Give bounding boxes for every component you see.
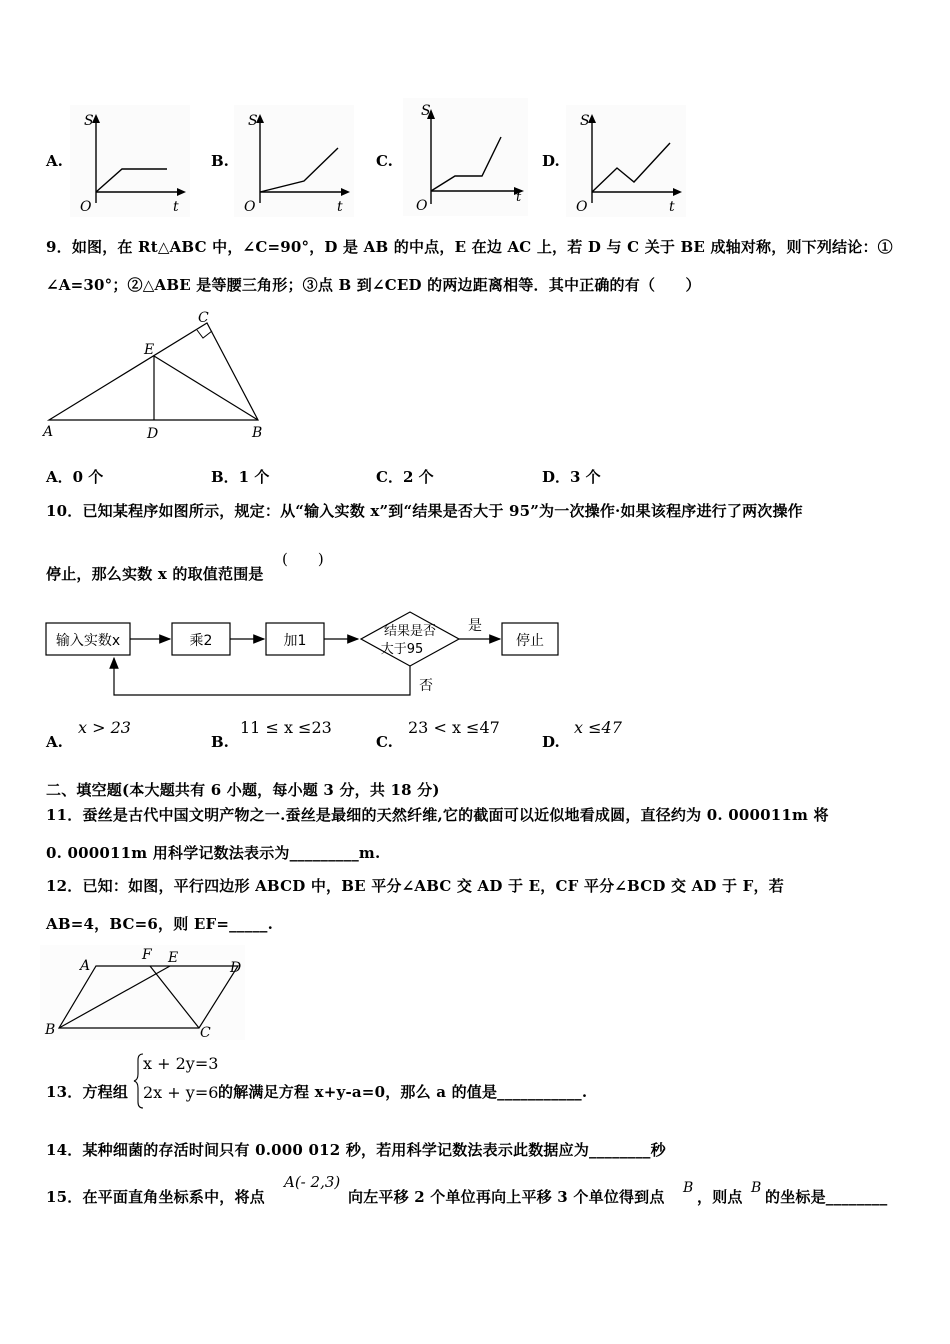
q9-label-a: A	[43, 424, 54, 440]
q10-text-line2: 停止，那么实数 x 的取值范围是	[46, 565, 264, 583]
q15-middle: 向左平移 2 个单位再向上平移 3 个单位得到点	[348, 1188, 665, 1206]
flow-condition-line1: 结果是否	[383, 624, 437, 639]
q8-a-o-label: O	[80, 199, 92, 215]
q15-point-b1: B	[683, 1180, 694, 1196]
q14-text: 14．某种细菌的存活时间只有 0.000 012 秒，若用科学记数法表示此数据应为________秒	[46, 1141, 666, 1159]
q8-b-t-label: t	[337, 199, 343, 215]
q12-label-a: A	[80, 958, 91, 974]
q10-option-b-letter: B.	[211, 733, 229, 751]
q8-d-t-label: t	[669, 199, 675, 215]
q12-parallelogram-figure	[40, 945, 245, 1040]
section2-heading: 二、填空题(本大题共有 6 小题，每小题 3 分，共 18 分)	[46, 781, 440, 799]
q8-graph-d	[566, 105, 686, 217]
q12-text-line2: AB=4，BC=6，则 EF=_____.	[46, 915, 274, 933]
q12-label-c: C	[200, 1025, 211, 1040]
q8-c-s-label: S	[421, 103, 431, 119]
q10-option-c-expr: 23 < x ≤47	[408, 718, 500, 737]
q8-a-t-label: t	[173, 199, 179, 215]
q10-option-d-letter: D.	[542, 733, 560, 751]
q10-flowchart	[44, 608, 564, 703]
flow-add-label: 加1	[283, 633, 307, 649]
flow-condition-line2: 大于95	[380, 642, 424, 657]
q15-point-b2: B	[751, 1180, 762, 1196]
q8-graph-c	[403, 98, 528, 216]
q12-text-line1: 12．已知：如图，平行四边形 ABCD 中，BE 平分∠ABC 交 AD 于 E，CF 平分∠BCD 交 AD 于 F，若	[46, 877, 784, 895]
q8-c-t-label: t	[516, 190, 522, 205]
q10-option-b-expr: 11 ≤ x ≤23	[240, 718, 332, 737]
q9-option-c: C．2 个	[376, 468, 434, 486]
q8-option-b-letter: B.	[211, 152, 229, 170]
q13-equation-2: 2x + y=6	[143, 1083, 219, 1102]
q9-option-d: D．3 个	[542, 468, 601, 486]
q15-point-a: A(- 2,3)	[284, 1173, 341, 1191]
q8-option-d-letter: D.	[542, 152, 560, 170]
q8-graph-b	[234, 105, 354, 217]
flow-stop-label: 停止	[516, 633, 544, 649]
q12-label-f: F	[142, 947, 152, 963]
q9-option-a: A．0 个	[46, 468, 104, 486]
q11-text-line2: 0. 000011m 用科学记数法表示为_________m.	[46, 844, 381, 862]
flow-no-label: 否	[419, 678, 433, 694]
q12-label-e: E	[168, 950, 179, 966]
q10-text-line1: 10．已知某程序如图所示，规定：从“输入实数 x”到“结果是否大于 95”为一次操作·如果该程序进行了两次操作	[46, 502, 803, 520]
q15-middle2: ，则点	[697, 1188, 743, 1206]
q9-label-c: C	[198, 310, 209, 326]
q9-label-e: E	[144, 342, 155, 358]
flow-condition-diamond	[361, 612, 459, 666]
q12-label-d: D	[230, 960, 242, 976]
q13-suffix: 的解满足方程 x+y-a=0，那么 a 的值是___________.	[218, 1083, 588, 1101]
q9-text-line1: 9．如图，在 Rt△ABC 中，∠C=90°，D 是 AB 的中点，E 在边 AC 上，若 D 与 C 关于 BE 成轴对称，则下列结论：①	[46, 238, 893, 256]
q15-suffix: 的坐标是________	[765, 1188, 888, 1206]
q9-label-b: B	[252, 425, 263, 441]
q8-d-s-label: S	[580, 113, 590, 129]
q8-c-o-label: O	[416, 198, 428, 214]
q9-label-d: D	[147, 426, 159, 442]
q10-option-d-expr: x ≤47	[574, 718, 622, 737]
flow-multiply-label: 乘2	[189, 633, 213, 649]
q8-graph-a	[70, 105, 190, 217]
q8-option-a-letter: A.	[46, 152, 63, 170]
q9-option-b: B．1 个	[211, 468, 270, 486]
flow-input-label: 输入实数x	[55, 633, 121, 649]
q12-label-b: B	[45, 1022, 56, 1038]
q13-prefix: 13．方程组	[46, 1083, 129, 1101]
q10-option-c-letter: C.	[376, 733, 393, 751]
q13-equation-1: x + 2y=3	[143, 1054, 219, 1073]
q8-b-o-label: O	[244, 199, 256, 215]
q9-text-line2: ∠A=30°；②△ABE 是等腰三角形；③点 B 到∠CED 的两边距离相等．其中正确的有（ ）	[46, 276, 701, 294]
q9-triangle-figure	[40, 310, 270, 445]
q11-text-line1: 11．蚕丝是古代中国文明产物之一.蚕丝是最细的天然纤维,它的截面可以近似地看成圆，直径约为 0. 000011m 将	[46, 806, 829, 824]
q10-option-a-letter: A.	[46, 733, 63, 751]
flow-yes-label: 是	[468, 618, 482, 634]
q8-a-s-label: S	[84, 113, 94, 129]
q15-prefix: 15．在平面直角坐标系中，将点	[46, 1188, 265, 1206]
q10-paren: ( )	[282, 550, 324, 568]
q10-option-a-expr: x > 23	[78, 718, 131, 737]
q8-option-c-letter: C.	[376, 152, 393, 170]
q8-d-o-label: O	[576, 199, 588, 215]
q8-b-s-label: S	[248, 113, 258, 129]
